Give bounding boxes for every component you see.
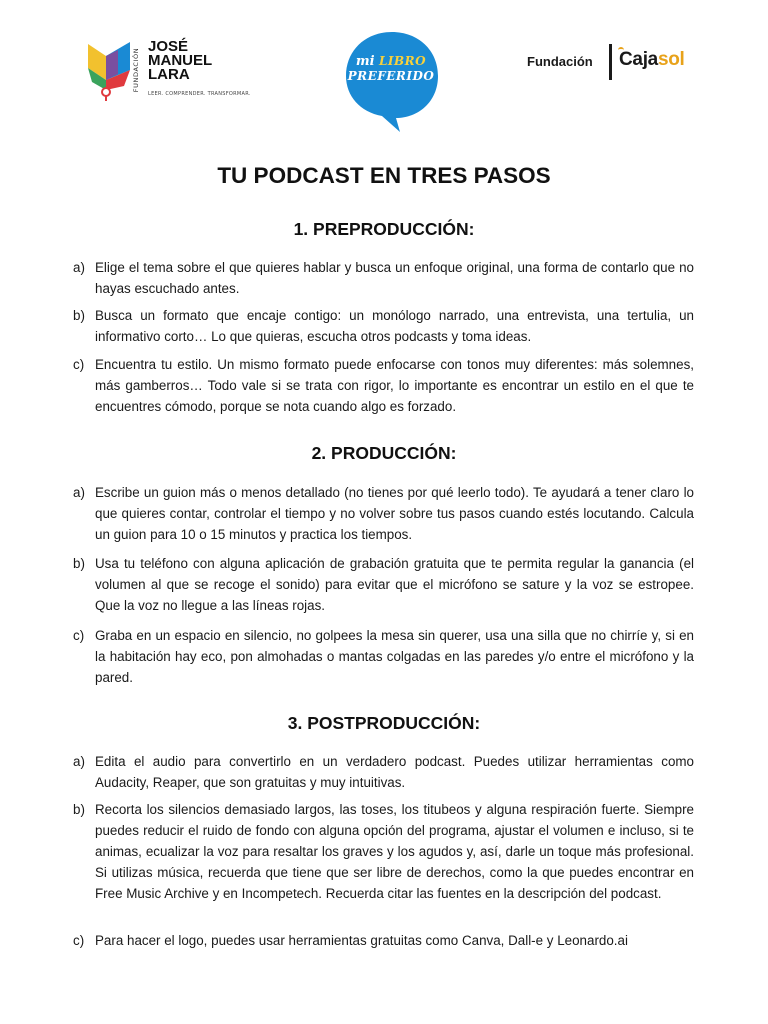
list-item-text: Escribe un guion más o menos detallado (no tienes por qué leerlo todo). Te ayudará a tener claro lo que quieres contar, controlar el tiempo y no volver sobre tus pasos cuando estés locutando. Calcula un guion para 10 o 15 minutos y practica los tiempos. <box>95 485 694 542</box>
list-item-text: Graba en un espacio en silencio, no golpees la mesa sin querer, usa una silla que no chirríe y, si en la habitación hay eco, pon almohadas o mantas colgadas en las paredes y/o entre el micrófono y la pared. <box>95 628 694 685</box>
cajasol-name-accent: sol <box>657 49 685 70</box>
list-item-text: Encuentra tu estilo. Un mismo formato puede enfocarse con tonos muy diferentes: más solemnes, más gamberros… Todo vale si se trata con rigor, lo importante es encontrar un estilo en el que te encuentres cómodo, porque se nota cuando algo es forzado. <box>95 357 694 414</box>
list-item-text: Para hacer el logo, puedes usar herramientas gratuitas como Canva, Dall-e y Leonardo.ai <box>95 933 628 948</box>
cajasol-name <box>619 49 685 71</box>
logo-mi-libro-preferido <box>344 30 440 134</box>
list-item-letter: a) <box>73 754 85 769</box>
jml-tagline: LEER. COMPRENDER. TRANSFORMAR. <box>148 91 251 97</box>
mlp-wordmark <box>344 53 438 84</box>
mlp-preferido: PREFERIDO <box>347 69 435 83</box>
jml-name-line3: LARA <box>148 66 190 83</box>
logo-fundacion-jose-manuel-lara <box>86 38 251 102</box>
list-item-letter: a) <box>73 485 85 500</box>
list-item <box>73 305 694 347</box>
logo-fundacion-cajasol <box>527 44 702 80</box>
list-item-text: Usa tu teléfono con alguna aplicación de grabación gratuita que te permita regular la ganancia (el volumen al que se recoge el sonido) para evitar que el micrófono se sature y la voz se estropee. Que la voz no llegue a las líneas rojas. <box>95 556 694 613</box>
list-item-text: Edita el audio para convertirlo en un verdadero podcast. Puedes utilizar herramientas como Audacity, Reaper, que son gratuitas y muy intuitivas. <box>95 754 694 790</box>
jml-name-line1: JOSÉ <box>148 38 189 55</box>
list-item-letter: c) <box>73 933 85 948</box>
jml-name <box>148 40 212 82</box>
section-heading-preproduccion: 1. PREPRODUCCIÓN: <box>293 219 475 239</box>
jml-fundacion-label: FUNDACIÓN <box>132 47 141 93</box>
list-item-text: Recorta los silencios demasiado largos, las toses, los titubeos y alguna respiración fuerte. Siempre puedes reducir el ruido de fondo con alguna opción del programa, ajustar el volumen e incluso, si te animas, ecualizar la voz para resaltar los graves y los agudos y, así, darle un toque más profesional. Si utilizas música, recuerda que tiene que ser libre de derechos, como la que puedes encontrar en Free Music Archive y en Incompetech. Recuerda citar las fuentes en la descripción del podcast. <box>95 802 694 901</box>
list-item <box>73 930 694 951</box>
section-heading-produccion: 2. PRODUCCIÓN: <box>311 443 457 463</box>
list-item <box>73 482 694 545</box>
mlp-mi: mi <box>355 54 375 69</box>
jml-name-line2: MANUEL <box>148 52 213 69</box>
mlp-libro: LIBRO <box>378 54 427 68</box>
list-item <box>73 751 694 793</box>
jml-logo-mark <box>86 40 134 102</box>
list-item <box>73 799 694 904</box>
list-item-text: Busca un formato que encaje contigo: un monólogo narrado, una entrevista, una tertulia, un informativo corto… Lo que quieras, escucha otros podcasts y toma ideas. <box>95 308 694 344</box>
section-heading-postproduccion: 3. POSTPRODUCCIÓN: <box>287 713 481 733</box>
list-item <box>73 354 694 417</box>
list-item <box>73 553 694 616</box>
list-item-letter: c) <box>73 357 85 372</box>
header <box>0 0 768 140</box>
list-item-text: Elige el tema sobre el que quieres hablar y busca un enfoque original, una forma de contarlo que no hayas escuchado antes. <box>95 260 694 296</box>
list-item-letter: b) <box>73 556 85 571</box>
list-item <box>73 257 694 299</box>
page-title: TU PODCAST EN TRES PASOS <box>217 163 551 188</box>
list-item <box>73 625 694 688</box>
cajasol-fundacion-label: Fundación <box>527 54 593 69</box>
list-item-letter: a) <box>73 260 85 275</box>
list-item-letter: c) <box>73 628 85 643</box>
list-item-letter: b) <box>73 308 85 323</box>
list-item-letter: b) <box>73 802 85 817</box>
cajasol-divider <box>609 44 612 80</box>
cajasol-name-main: Caja <box>619 49 658 70</box>
